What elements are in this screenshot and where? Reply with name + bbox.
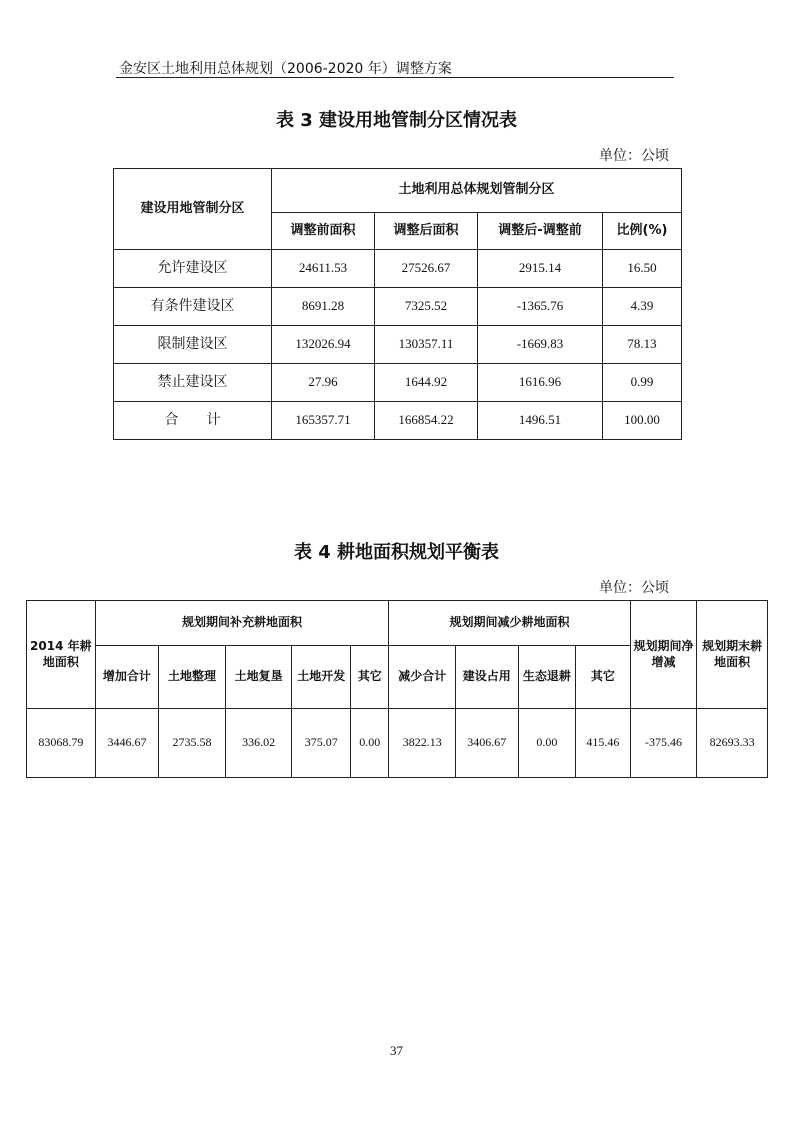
table-row: [114, 364, 682, 402]
table-cell: 16.50: [603, 250, 682, 288]
table-cell: 3822.13: [389, 709, 456, 778]
table-cell: 0.99: [603, 364, 682, 402]
table3-col-header: 调整后面积: [375, 213, 478, 250]
table-cell: 27.96: [272, 364, 375, 402]
table4-title: 表 4 耕地面积规划平衡表: [293, 542, 500, 563]
header-rule: [116, 77, 674, 78]
table-cell: -375.46: [630, 709, 697, 778]
table4-header-row-1: [27, 601, 768, 646]
table-cell: 24611.53: [272, 250, 375, 288]
table-cell: 8691.28: [272, 288, 375, 326]
document-header-title: 金安区土地利用总体规划（2006-2020 年）调整方案: [119, 61, 452, 77]
table-cell: 130357.11: [375, 326, 478, 364]
table3-row-label: 限制建设区: [114, 326, 272, 364]
table4-col-header: 土地开发: [292, 646, 351, 709]
table3-row-header: 建设用地管制分区: [114, 169, 272, 250]
table-cell: -1365.76: [478, 288, 603, 326]
table3-row-label: 允许建设区: [114, 250, 272, 288]
table-cell: 3446.67: [95, 709, 159, 778]
table3-header-row-1: [114, 169, 682, 213]
table4-col-header: 其它: [351, 646, 389, 709]
table-cell: 132026.94: [272, 326, 375, 364]
table-cell: 0.00: [351, 709, 389, 778]
table-cell: 78.13: [603, 326, 682, 364]
table4-col-net-change: 规划期间净增减: [630, 601, 697, 709]
table-cell: 1644.92: [375, 364, 478, 402]
table-cell: 0.00: [518, 709, 576, 778]
table-row: [27, 709, 768, 778]
table-cell: 100.00: [603, 402, 682, 440]
table-cell: -1669.83: [478, 326, 603, 364]
table-row: [114, 250, 682, 288]
table-cell: 1496.51: [478, 402, 603, 440]
table-cell: 166854.22: [375, 402, 478, 440]
table3-unit: 单位：公顷: [599, 148, 669, 164]
table3-row-label: 合 计: [114, 402, 272, 440]
table4-col-header: 减少合计: [389, 646, 456, 709]
table4-col-header: 其它: [576, 646, 631, 709]
table3-col-header: 比例(%): [603, 213, 682, 250]
page-number: 37: [390, 1043, 403, 1058]
table3-row-label: 有条件建设区: [114, 288, 272, 326]
table4-group-increase: 规划期间补充耕地面积: [95, 601, 389, 646]
table4-col-header: 生态退耕: [518, 646, 576, 709]
table4-group-decrease: 规划期间减少耕地面积: [389, 601, 630, 646]
table-cell: 82693.33: [697, 709, 768, 778]
table-cell: 415.46: [576, 709, 631, 778]
table4-col-2014: 2014 年耕地面积: [27, 601, 96, 709]
table3-title: 表 3 建设用地管制分区情况表: [275, 110, 518, 131]
table-row-total: [114, 402, 682, 440]
table-cell: 83068.79: [27, 709, 96, 778]
table4-col-header: 土地整理: [159, 646, 226, 709]
table-cell: 2735.58: [159, 709, 226, 778]
table4-col-header: 增加合计: [95, 646, 159, 709]
table-cell: 1616.96: [478, 364, 603, 402]
table-row: [114, 326, 682, 364]
table3-construction-land-zoning: [113, 168, 682, 440]
table4-col-header: 建设占用: [456, 646, 519, 709]
table-cell: 375.07: [292, 709, 351, 778]
table4-col-header: 土地复垦: [225, 646, 292, 709]
table-cell: 336.02: [225, 709, 292, 778]
table-cell: 7325.52: [375, 288, 478, 326]
table-row: [114, 288, 682, 326]
table3-col-header: 调整后-调整前: [478, 213, 603, 250]
table3-row-label: 禁止建设区: [114, 364, 272, 402]
table3-col-header: 调整前面积: [272, 213, 375, 250]
table-cell: 27526.67: [375, 250, 478, 288]
table-cell: 2915.14: [478, 250, 603, 288]
table3-group-header: 土地利用总体规划管制分区: [272, 169, 682, 213]
table-cell: 4.39: [603, 288, 682, 326]
table4-cultivated-land-balance: [26, 600, 768, 778]
table-cell: 165357.71: [272, 402, 375, 440]
table4-unit: 单位：公顷: [599, 580, 669, 596]
table4-col-end-area: 规划期末耕地面积: [697, 601, 768, 709]
table-cell: 3406.67: [456, 709, 519, 778]
